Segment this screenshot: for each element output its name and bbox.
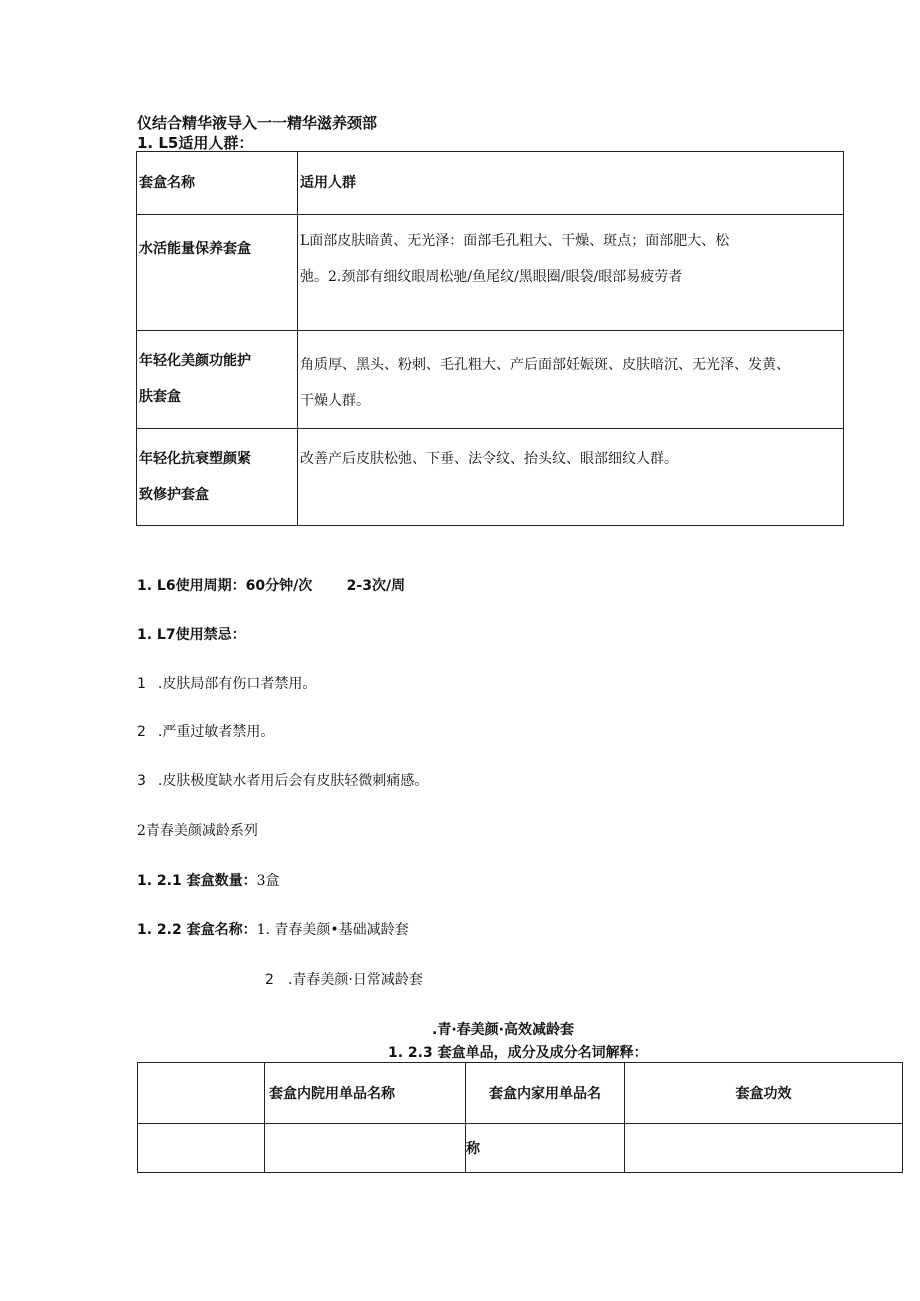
list-item [137, 673, 316, 693]
box-name: 肤套盒 [139, 389, 181, 405]
header-clinic-product: 套盒内院用单品名称 [265, 1063, 466, 1124]
box-names [137, 919, 409, 939]
products-table [137, 1062, 903, 1173]
quantity-label: 1. 2.1 套盒数量： [137, 873, 257, 889]
home-product-cell: 称 [466, 1124, 625, 1173]
table-row [137, 429, 844, 526]
box-name: 年轻化美颜功能护 [139, 353, 251, 369]
box-name-item-3: .青·春美颜·高效减龄套 [432, 1022, 574, 1038]
list-item [137, 721, 274, 741]
cycle-value-1: 60分钟/次 [245, 578, 313, 594]
target-group-table [136, 151, 844, 526]
quantity-value: 3盒 [256, 873, 280, 889]
target-desc: 干燥人群。 [300, 393, 370, 409]
header-box-name: 套盒名称 [139, 175, 195, 191]
series-title: 2青春美颜减龄系列 [137, 823, 258, 839]
list-number: 1 [137, 676, 146, 692]
target-desc: L面部皮肤暗黄、无光泽：面部毛孔粗大、干燥、斑点；面部肥大、松 [300, 233, 730, 249]
target-desc: 弛。2.颈部有细纹眼周松驰/鱼尾纹/黑眼圈/眼袋/眼部易疲劳者 [300, 269, 683, 285]
list-text: .皮肤极度缺水者用后会有皮肤轻微刺痛感。 [157, 773, 429, 789]
list-number: 2 [265, 972, 274, 988]
box-name-item-1: 1. 青春美颜•基础减龄套 [256, 922, 409, 938]
target-desc: 改善产后皮肤松弛、下垂、法令纹、抬头纹、眼部细纹人群。 [300, 451, 678, 467]
list-item [137, 770, 428, 790]
contraindication-label: 1. L7使用禁忌： [137, 627, 246, 643]
header-empty [138, 1063, 265, 1124]
box-name: 水活能量保养套盒 [139, 241, 251, 257]
box-quantity [137, 870, 280, 890]
cycle-value-2: 2-3次/周 [346, 578, 406, 594]
target-desc: 角质厚、黑头、粉刺、毛孔粗大、产后面部妊娠斑、皮肤暗沉、无光泽、发黄、 [300, 357, 790, 373]
header-home-product: 套盒内家用单品名 [466, 1063, 625, 1124]
list-text: .皮肤局部有伤口者禁用。 [157, 676, 317, 692]
usage-cycle [137, 575, 405, 595]
list-text: .严重过敏者禁用。 [157, 724, 275, 740]
box-name: 年轻化抗衰塑颜紧 [139, 451, 251, 467]
cycle-label: 1. L6使用周期： [137, 578, 246, 594]
box-name: 致修护套盒 [139, 487, 209, 503]
header-box-effect: 套盒功效 [625, 1063, 903, 1124]
names-label: 1. 2.2 套盒名称： [137, 922, 257, 938]
document-title: 仪结合精华液导入一一精华滋养颈部 [137, 114, 378, 132]
header-target-group: 适用人群 [300, 175, 356, 191]
section-heading-2-3: 1. 2.3 套盒单品，成分及成分名词解释： [388, 1045, 648, 1061]
list-number: 2 [137, 724, 146, 740]
list-number: 3 [137, 773, 146, 789]
table-header-row [137, 152, 844, 215]
section-heading-1-5: 1. L5适用人群： [137, 134, 254, 152]
table-row [137, 215, 844, 331]
box-name-item-2 [265, 969, 423, 989]
table-header-row [138, 1063, 903, 1124]
table-row [137, 331, 844, 429]
list-text: .青春美颜·日常减龄套 [287, 972, 423, 988]
table-row [138, 1124, 903, 1173]
